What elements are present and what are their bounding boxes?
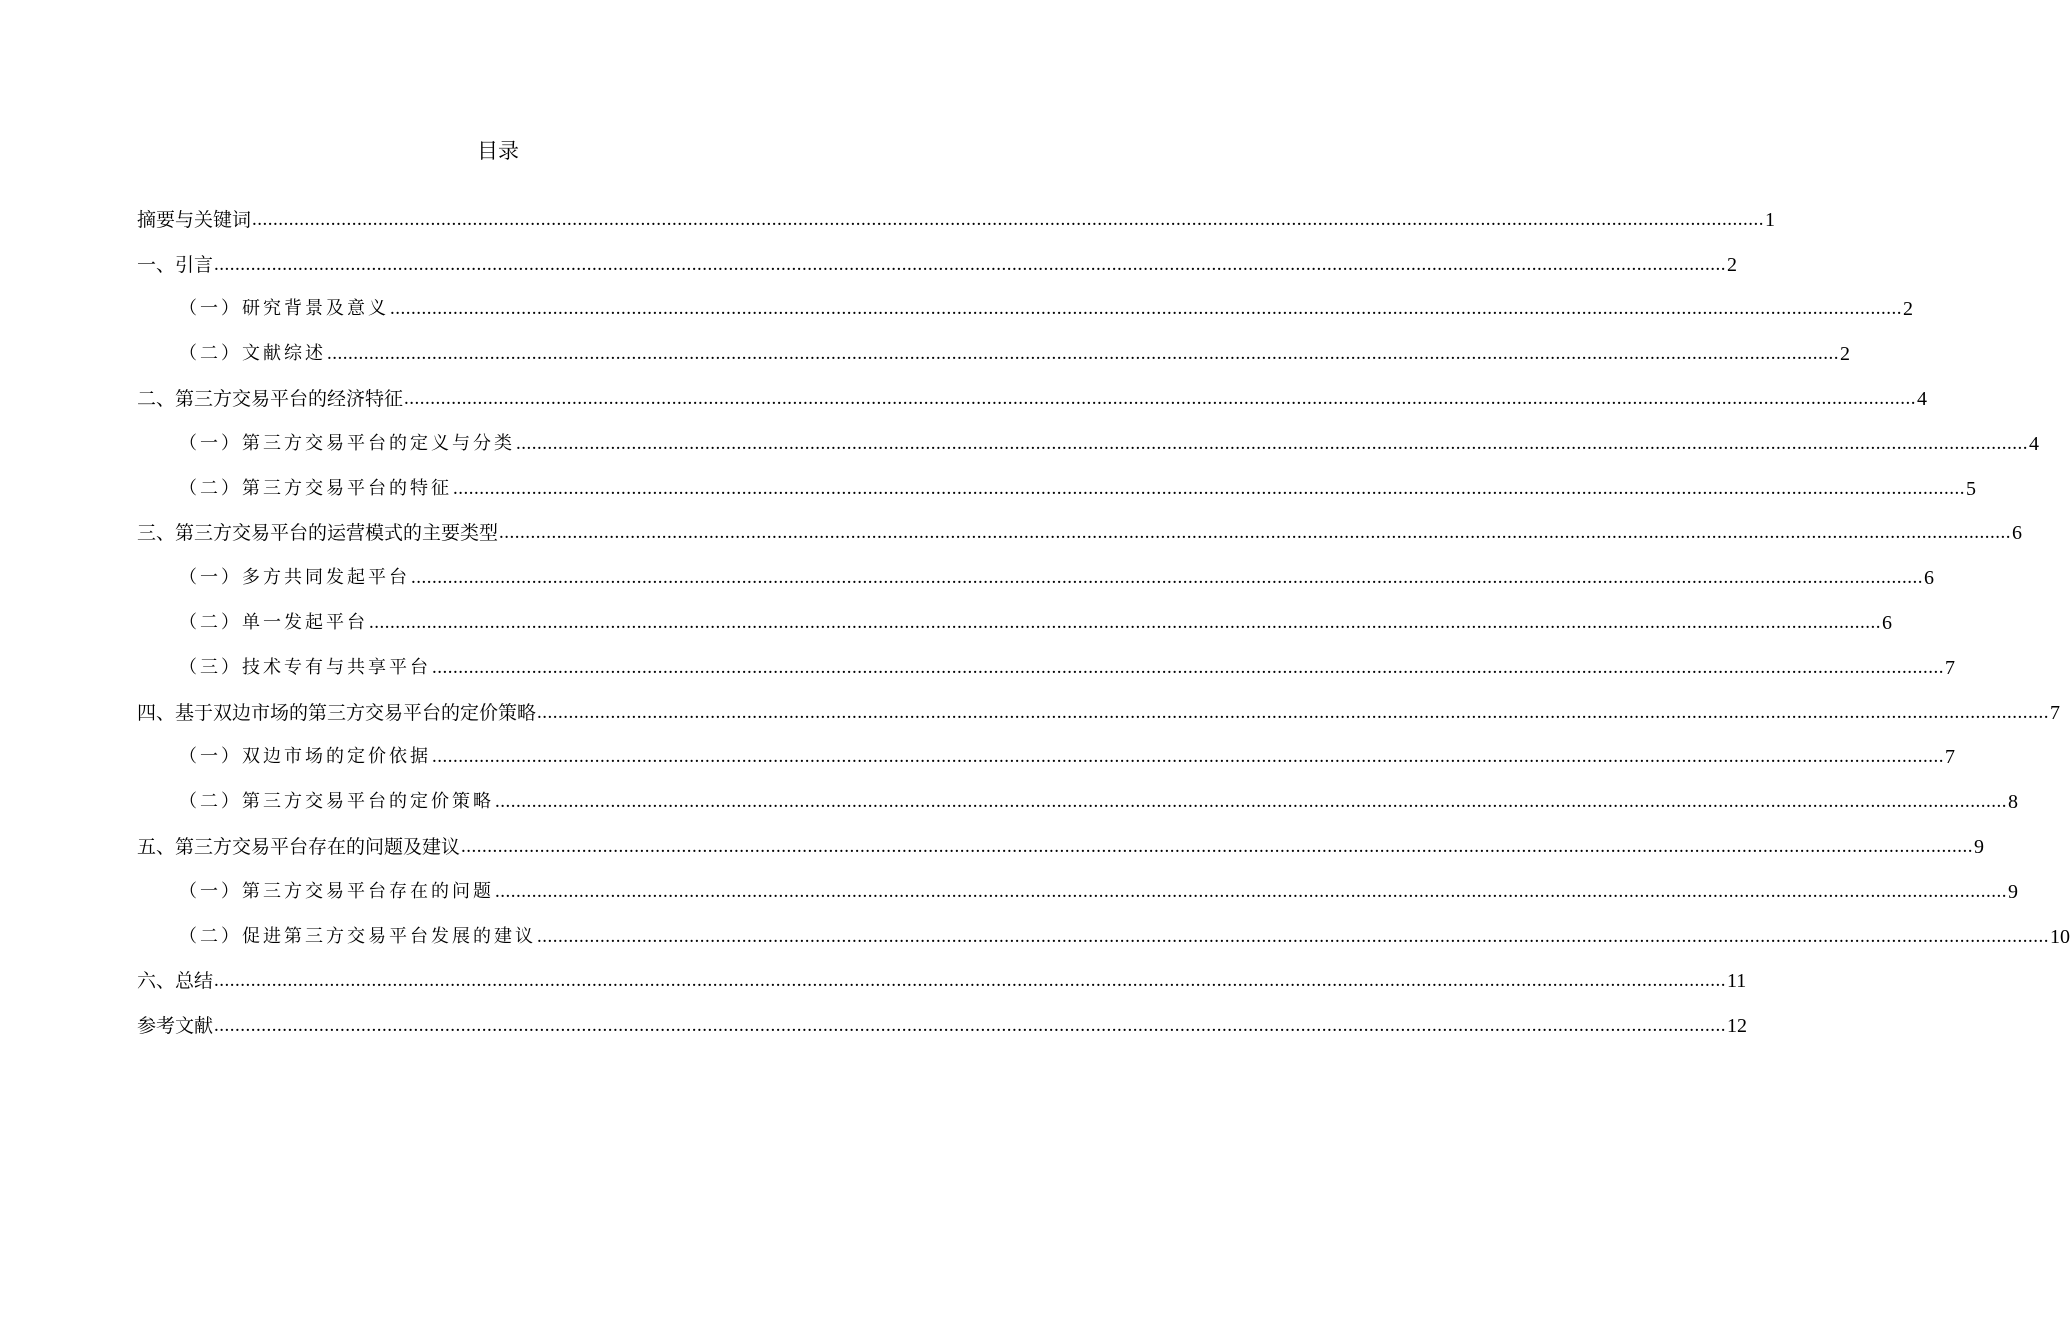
toc-title: 目录 [477, 139, 519, 163]
toc-entry-label: 五、第三方交易平台存在的问题及建议 [137, 835, 461, 858]
toc-dot-leader: ................................................................................................................................................................................................................................................................................................ [453, 477, 1965, 499]
toc-page-number: 4 [2029, 432, 2039, 455]
toc-page-number: 8 [2008, 791, 2018, 814]
toc-page-number: 2 [1903, 298, 1913, 321]
toc-entry-label: （二）促进第三方交易平台发展的建议 [179, 925, 536, 947]
toc-subentry[interactable] [137, 324, 1850, 369]
toc-dot-leader: ................................................................................................................................................................................................................................................................................................ [432, 656, 1944, 678]
toc-subentry[interactable] [137, 907, 2070, 952]
toc-dot-leader: ................................................................................................................................................................................................................................................................................................ [404, 387, 1917, 409]
toc-page-number: 2 [1727, 253, 1738, 276]
toc-entry-label: 二、第三方交易平台的经济特征 [137, 387, 404, 410]
toc-subentry[interactable] [137, 459, 1976, 504]
toc-dot-leader: ................................................................................................................................................................................................................................................................................................ [495, 791, 2007, 813]
toc-entry-label: （一）多方共同发起平台 [179, 567, 410, 589]
toc-subentry[interactable] [137, 728, 1955, 773]
toc-subentry[interactable] [137, 772, 2018, 817]
toc-dot-leader: ................................................................................................................................................................................................................................................................................................ [327, 343, 1839, 365]
toc-dot-leader: ................................................................................................................................................................................................................................................................................................ [214, 253, 1727, 275]
toc-dot-leader: ................................................................................................................................................................................................................................................................................................ [537, 925, 2049, 947]
toc-page-number: 7 [2050, 701, 2061, 724]
toc-dot-leader: ................................................................................................................................................................................................................................................................................................ [537, 701, 2050, 723]
toc-dot-leader: ................................................................................................................................................................................................................................................................................................ [461, 835, 1974, 857]
toc-entry-references[interactable] [137, 996, 1748, 1041]
toc-entry-label: 三、第三方交易平台的运营模式的主要类型 [137, 522, 499, 545]
toc-entry-label: 四、基于双边市场的第三方交易平台的定价策略 [137, 701, 537, 724]
toc-subentry[interactable] [137, 548, 1934, 593]
toc-page-number: 7 [1945, 746, 1955, 769]
toc-dot-leader: ................................................................................................................................................................................................................................................................................................ [516, 432, 2028, 454]
toc-entry-label: （二）文献综述 [179, 343, 326, 365]
toc-subentry[interactable] [137, 593, 1892, 638]
toc-subentry[interactable] [137, 280, 1913, 325]
toc-dot-leader: ................................................................................................................................................................................................................................................................................................ [390, 298, 1902, 320]
toc-entry-label: （三）技术专有与共享平台 [179, 656, 431, 678]
toc-dot-leader: ................................................................................................................................................................................................................................................................................................ [495, 880, 2007, 902]
toc-entry-label: （一）第三方交易平台的定义与分类 [179, 432, 515, 454]
toc-subentry[interactable] [137, 414, 2039, 459]
toc-entry-chapter-3[interactable] [137, 504, 2023, 549]
toc-dot-leader: ................................................................................................................................................................................................................................................................................................ [214, 970, 1727, 992]
toc-entry-label: （二）单一发起平台 [179, 611, 368, 633]
toc-dot-leader: ................................................................................................................................................................................................................................................................................................ [252, 208, 1765, 230]
toc-entry-label: 六、总结 [137, 970, 214, 993]
toc-page-number: 9 [1974, 835, 1985, 858]
toc-page-number: 1 [1765, 208, 1776, 231]
toc-dot-leader: ................................................................................................................................................................................................................................................................................................ [369, 611, 1881, 633]
toc-page-number: 7 [1945, 656, 1955, 679]
toc-page-number: 6 [1924, 567, 1934, 590]
toc-page-number: 6 [1882, 611, 1892, 634]
toc-entry-label: （二）第三方交易平台的特征 [179, 477, 452, 499]
toc-entry-label: （一）双边市场的定价依据 [179, 746, 431, 768]
toc-entry-label: （一）研究背景及意义 [179, 298, 389, 320]
toc-entry-chapter-2[interactable] [137, 369, 1928, 414]
toc-dot-leader: ................................................................................................................................................................................................................................................................................................ [214, 1015, 1727, 1037]
toc-entry-intro[interactable] [137, 235, 1738, 280]
toc-entry-label: 参考文献 [137, 1015, 214, 1038]
toc-entry-abstract[interactable] [137, 190, 1776, 235]
toc-dot-leader: ................................................................................................................................................................................................................................................................................................ [411, 567, 1923, 589]
toc-page-number: 4 [1917, 387, 1928, 410]
toc-page-number: 5 [1966, 477, 1976, 500]
toc-dot-leader: ................................................................................................................................................................................................................................................................................................ [499, 522, 2012, 544]
toc-page-number: 10 [2050, 925, 2070, 948]
toc-page-number: 6 [2012, 522, 2023, 545]
toc-page-number: 12 [1727, 1015, 1748, 1038]
toc-entry-label: （二）第三方交易平台的定价策略 [179, 791, 494, 813]
toc-subentry[interactable] [137, 862, 2018, 907]
toc-page-number: 2 [1840, 343, 1850, 366]
toc-entry-chapter-4[interactable] [137, 683, 2061, 728]
toc-dot-leader: ................................................................................................................................................................................................................................................................................................ [432, 746, 1944, 768]
toc-entry-label: 摘要与关键词 [137, 208, 252, 231]
toc-entry-chapter-5[interactable] [137, 817, 1985, 862]
toc-subentry[interactable] [137, 638, 1955, 683]
toc-entry-label: 一、引言 [137, 253, 214, 276]
toc-list [137, 190, 2070, 1041]
toc-page-number: 9 [2008, 880, 2018, 903]
toc-entry-conclusion[interactable] [137, 952, 1747, 997]
toc-page-number: 11 [1727, 970, 1747, 993]
toc-entry-label: （一）第三方交易平台存在的问题 [179, 880, 494, 902]
